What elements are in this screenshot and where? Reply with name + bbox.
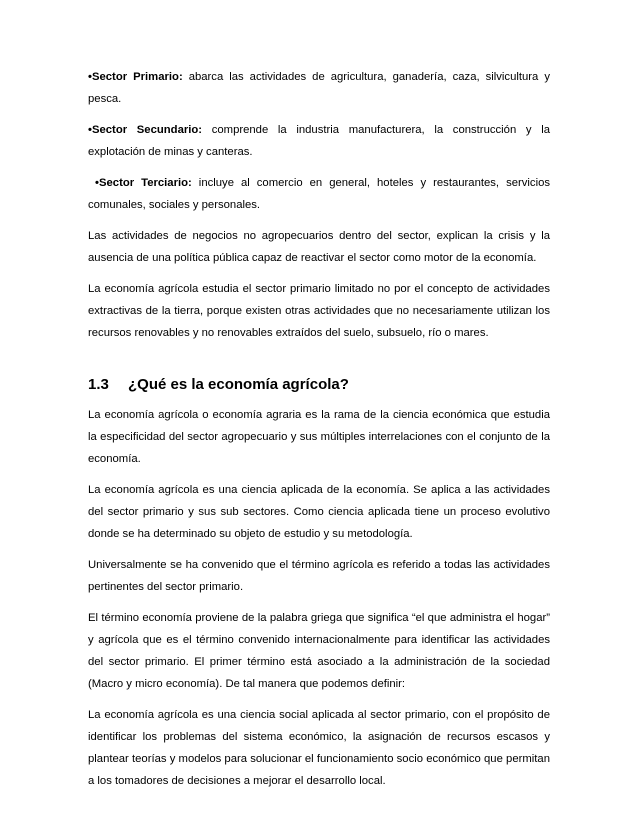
bullet-text: comprende la industria manufacturera, la construcción y la explotación de minas y canteras. [88,124,550,158]
bullet-text: abarca las actividades de agricultura, ganadería, caza, silvicultura y pesca. [88,71,550,105]
bullet-text: incluye al comercio en general, hoteles y restaurantes, servicios comunales, sociales y personales. [88,177,554,211]
bullet-label: •Sector Terciario: [88,177,192,189]
bullet-sector-secundario [88,119,550,163]
intro-paragraph: La economía agrícola estudia el sector primario limitado no por el concepto de actividades extractivas de la tierra, porque existen otras actividades que no necesariamente utilizan los recursos renovables y no renovables extraídos del suelo, subsuelo, río o mares. [88,283,550,339]
bullet-label: •Sector Primario: [88,71,183,83]
bullet-sector-terciario [88,172,554,216]
bullet-label: •Sector Secundario: [88,124,203,136]
section-title: ¿Qué es la economía agrícola? [128,376,349,393]
section-paragraph: El término economía proviene de la palabra griega que significa “el que administra el hogar” y agrícola que es el término convenido internacionalmente para identificar las actividades del sector primario. El primer término está asociado a la administración de la sociedad (Macro y micro economía). De tal manera que podemos definir: [88,612,550,690]
section-heading [88,374,550,396]
document-page [88,66,554,801]
section-number: 1.3 [88,376,109,393]
intro-paragraph: Las actividades de negocios no agropecuarios dentro del sector, explican la crisis y la ausencia de una política pública capaz de reactivar el sector como motor de la economía. [88,230,550,264]
section-paragraph: La economía agrícola o economía agraria es la rama de la ciencia económica que estudia la especificidad del sector agropecuario y sus múltiples interrelaciones con el conjunto de la economía. [88,409,550,465]
bullet-sector-primario [88,66,550,110]
section-paragraph: La economía agrícola es una ciencia social aplicada al sector primario, con el propósito de identificar los problemas del sistema económico, la asignación de recursos escasos y plantear teorías y modelos para solucionar el funcionamiento socio económico que permitan a los tomadores de decisiones a mejorar el desarrollo local. [88,709,550,787]
section-paragraph: Universalmente se ha convenido que el término agrícola es referido a todas las actividades pertinentes del sector primario. [88,559,550,593]
section-paragraph: La economía agrícola es una ciencia aplicada de la economía. Se aplica a las actividades del sector primario y sus sub sectores. Como ciencia aplicada tiene un proceso evolutivo donde se ha determinado su objeto de estudio y su metodología. [88,484,550,540]
